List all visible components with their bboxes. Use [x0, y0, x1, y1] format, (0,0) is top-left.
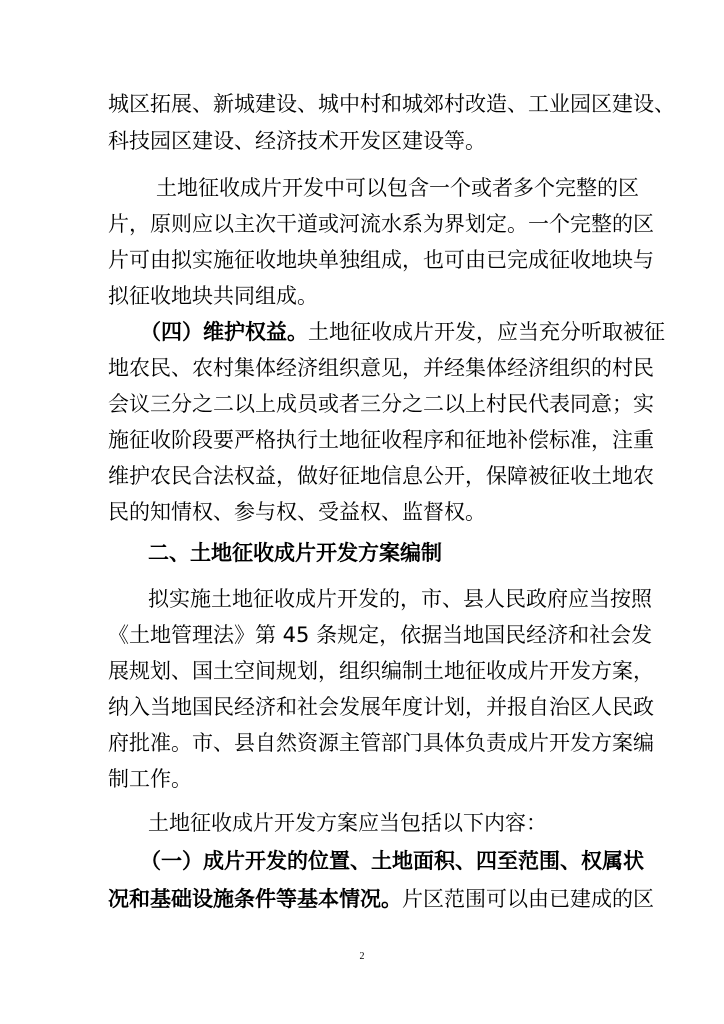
subsection-heading-continued: 况和基础设施条件等基本情况。 [108, 887, 402, 911]
body-line [108, 884, 654, 914]
body-line: 民的知情权、参与权、受益权、监督权。 [108, 500, 486, 524]
paragraph-first-line: 土地征收成片开发中可以包含一个或者多个完整的区 [156, 176, 639, 200]
body-line: 会议三分之二以上成员或者三分之二以上村民代表同意；实 [108, 392, 654, 416]
body-line: 《土地管理法》第 45 条规定，依据当地国民经济和社会发 [108, 623, 653, 647]
body-line: 科技园区建设、经济技术开发区建设等。 [108, 129, 486, 153]
body-line: 片，原则应以主次干道或河流水系为界划定。一个完整的区 [108, 212, 654, 236]
body-line: 维护农民合法权益，做好征地信息公开，保障被征收土地农 [108, 464, 654, 488]
body-line: 展规划、国土空间规划，组织编制土地征收成片开发方案， [108, 659, 654, 683]
subsection-heading: （一）成片开发的位置、土地面积、四至范围、权属状 [140, 849, 644, 873]
body-line: 纳入当地国民经济和社会发展年度计划，并报自治区人民政 [108, 695, 654, 719]
body-line: 片可由拟实施征收地块单独组成，也可由已完成征收地块与 [108, 248, 654, 272]
section-heading: 二、土地征收成片开发方案编制 [148, 541, 442, 565]
section-heading-inline: （四）维护权益。 [140, 320, 308, 344]
body-text: 土地征收成片开发，应当充分听取被征 [308, 320, 665, 344]
paragraph-first-line: 土地征收成片开发方案应当包括以下内容： [148, 811, 547, 835]
page-number: 2 [359, 951, 365, 962]
paragraph-first-line: 拟实施土地征收成片开发的，市、县人民政府应当按照 [148, 587, 652, 611]
body-line: 府批准。市、县自然资源主管部门具体负责成片开发方案编 [108, 731, 654, 755]
body-line: 城区拓展、新城建设、城中村和城郊村改造、工业园区建设、 [108, 92, 675, 116]
body-line: 施征收阶段要严格执行土地征收程序和征地补偿标准，注重 [108, 428, 654, 452]
body-text: 片区范围可以由已建成的区 [402, 887, 654, 911]
body-line: 拟征收地块共同组成。 [108, 284, 318, 308]
body-line: 制工作。 [108, 767, 192, 791]
paragraph-first-line [140, 317, 665, 347]
body-line: 地农民、农村集体经济组织意见，并经集体经济组织的村民 [108, 356, 654, 380]
